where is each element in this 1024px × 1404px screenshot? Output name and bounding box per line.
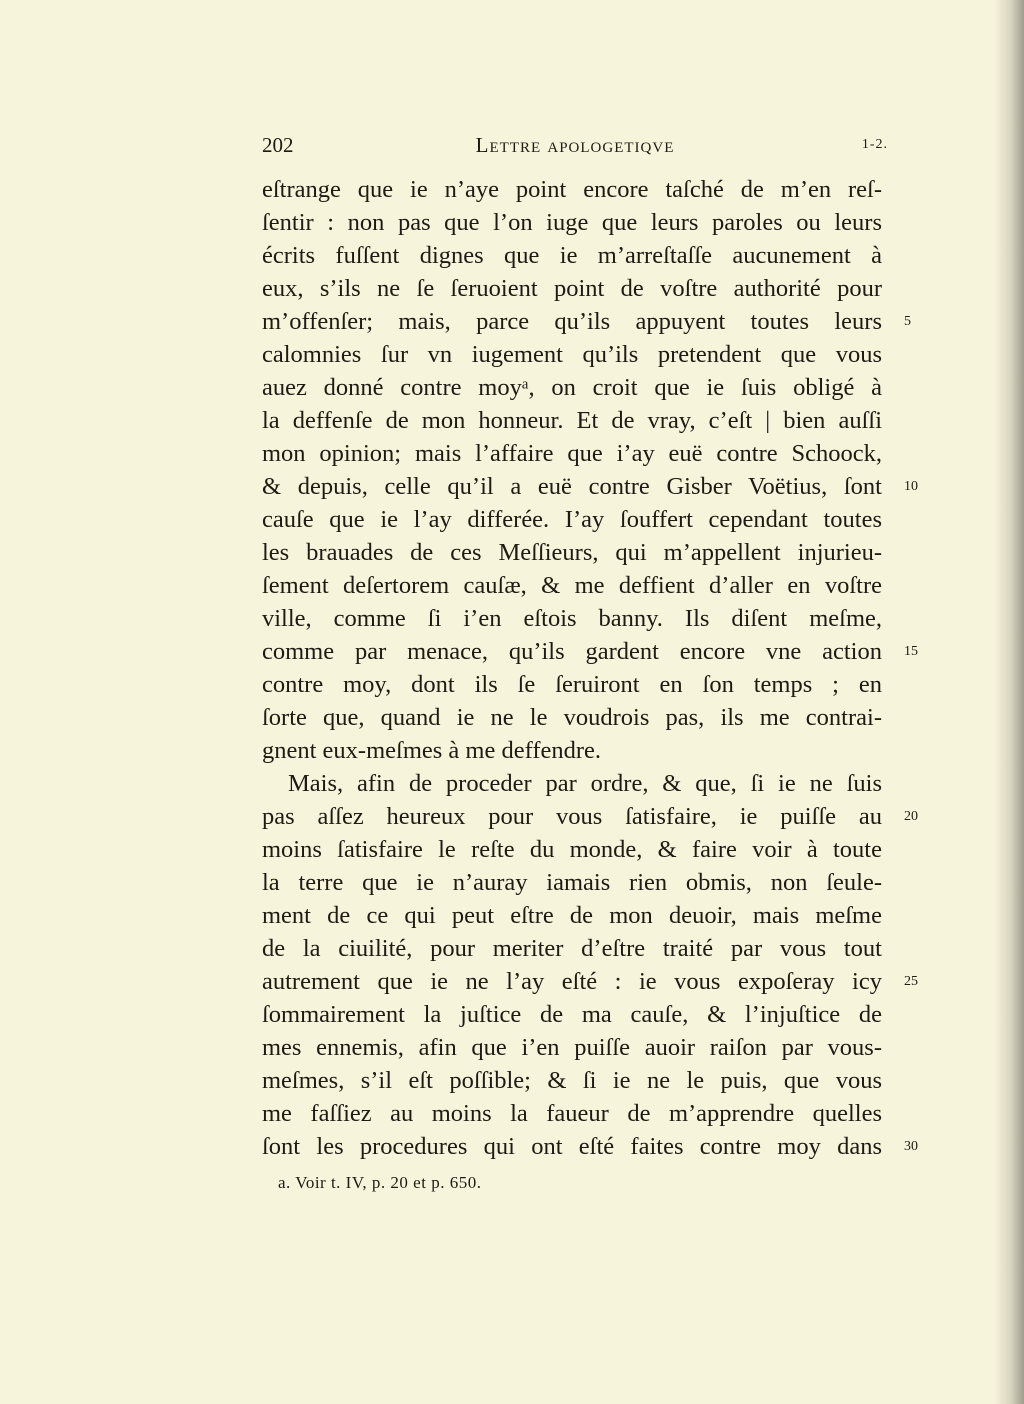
text-line: autrement que ie ne l’ay eſté : ie vous expoſeray icy	[262, 968, 882, 995]
line-number: 30	[904, 1139, 918, 1154]
text-line: écrits fuſſent dignes que ie m’arreſtaſſe aucunement à	[262, 242, 882, 269]
page-gutter-shadow	[994, 0, 1024, 1404]
text-line: gnent eux-meſmes à me deffendre.	[262, 737, 602, 764]
text-line: ſorte que, quand ie ne le voudrois pas, ils me contrai-	[262, 704, 882, 731]
line-number: 5	[904, 314, 911, 329]
text-line: ville, comme ſi i’en eſtois banny. Ils diſent meſme,	[262, 605, 882, 632]
running-title: Lettre apologetiqve	[475, 133, 675, 157]
running-header	[262, 130, 888, 160]
text-line: & depuis, celle qu’il a euë contre Gisber Voëtius, ſont	[262, 473, 882, 500]
page-number: 202	[262, 133, 294, 157]
text-line: ſement deſertorem cauſæ, & me deffient d’aller en voſtre	[262, 572, 882, 599]
text-line: pas aſſez heureux pour vous ſatisfaire, ie puiſſe au	[262, 803, 882, 830]
line-number: 15	[904, 644, 918, 659]
text-line: ment de ce qui peut eſtre de mon deuoir, mais meſme	[262, 902, 882, 929]
text-line: meſmes, s’il eſt poſſible; & ſi ie ne le puis, que vous	[262, 1067, 882, 1094]
text-line: eux, s’ils ne ſe ſeruoient point de voſtre authorité pour	[262, 275, 882, 302]
text-line: de la ciuilité, pour meriter d’eſtre traité par vous tout	[262, 935, 882, 962]
line-number: 25	[904, 974, 918, 989]
text-line: m’offenſer; mais, parce qu’ils appuyent toutes leurs	[262, 308, 882, 335]
text-line: moins ſatisfaire le reſte du monde, & faire voir à toute	[262, 836, 882, 863]
text-line: contre moy, dont ils ſe ſeruiront en ſon temps ; en	[262, 671, 882, 698]
text-line: les brauades de ces Meſſieurs, qui m’appellent injurieu-	[262, 539, 882, 566]
text-line: auez donné contre moyᵃ, on croit que ie ſuis obligé à	[262, 374, 882, 401]
text-line: mon opinion; mais l’affaire que i’ay euë contre Schoock,	[262, 440, 882, 467]
text-line: Mais, afin de proceder par ordre, & que, ſi ie ne ſuis	[288, 770, 882, 797]
text-line: ſont les procedures qui ont eſté faites contre moy dans	[262, 1133, 882, 1160]
line-number: 10	[904, 479, 918, 494]
text-line: eſtrange que ie n’aye point encore taſché de m’en reſ-	[262, 176, 882, 203]
line-number: 20	[904, 809, 918, 824]
text-line: comme par menace, qu’ils gardent encore vne action	[262, 638, 882, 665]
text-line: ſommairement la juſtice de ma cauſe, & l’injuſtice de	[262, 1001, 882, 1028]
text-line: mes ennemis, afin que i’en puiſſe auoir raiſon par vous-	[262, 1034, 882, 1061]
text-line: la deffenſe de mon honneur. Et de vray, c’eſt | bien auſſi	[262, 407, 882, 434]
text-line: cauſe que ie l’ay differée. I’ay ſouffert cependant toutes	[262, 506, 882, 533]
text-line: me faſſiez au moins la faueur de m’apprendre quelles	[262, 1100, 882, 1127]
text-line: la terre que ie n’auray iamais rien obmis, non ſeule-	[262, 869, 882, 896]
text-line: ſentir : non pas que l’on iuge que leurs paroles ou leurs	[262, 209, 882, 236]
footnote: a. Voir t. IV, p. 20 et p. 650.	[278, 1173, 482, 1192]
section-reference: 1-2.	[861, 137, 888, 152]
text-line: calomnies ſur vn iugement qu’ils pretendent que vous	[262, 341, 882, 368]
